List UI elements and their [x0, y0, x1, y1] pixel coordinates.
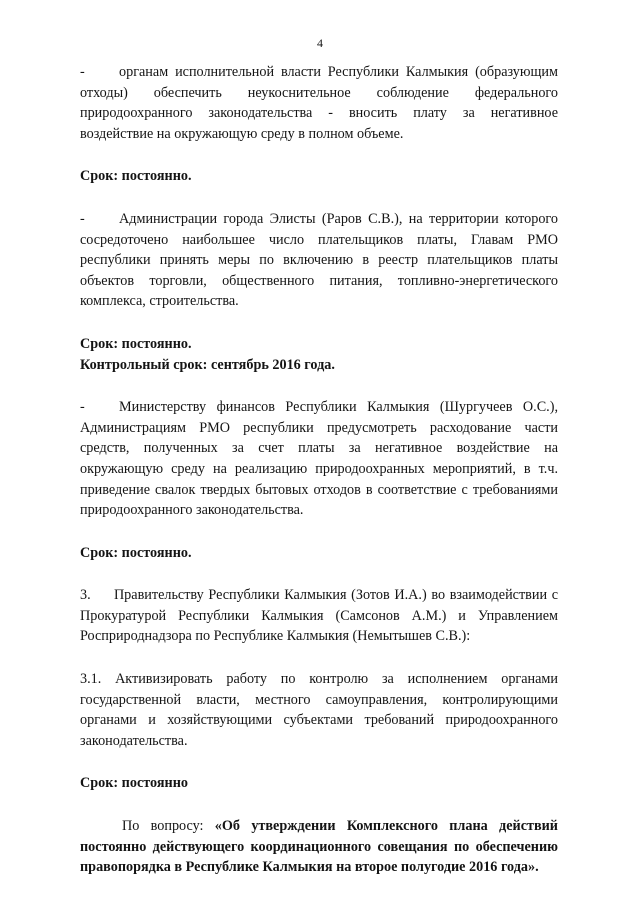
paragraph-text: Правительству Республики Калмыкия (Зотов И.А.) во взаимодействии с Прокуратурой Республики Калмыкия (Самсонов А.М.) и Управлением Росприроднадзора по Республике Калмыкия (Немытышев С.В.): [80, 587, 558, 645]
list-dash: - [80, 399, 85, 416]
paragraph-text: органам исполнительной власти Республики Калмыкия (образующим отходы) обеспечить неукоснительное соблюдение федерального природоохранного законодательства - вносить плату за негативное воздействие на окружающую среду в полном объеме. [80, 64, 558, 142]
deadline-1: Срок: постоянно. [80, 168, 192, 185]
paragraph-executive-bodies [80, 62, 558, 144]
deadline-2: Срок: постоянно. [80, 335, 192, 352]
item-number: 3.1. [80, 671, 102, 688]
document-body [80, 62, 558, 878]
paragraph-item-3-1 [80, 669, 558, 751]
deadline-3: Срок: постоянно. [80, 544, 192, 561]
paragraph-elista-administration [80, 209, 558, 312]
paragraph-text: Администрации города Элисты (Раров С.В.), на территории которого сосредоточено наибольшее число плательщиков платы, Главам РМО республики принять меры по включению в реестр плательщиков платы объектов торговли, общественного питания, топливно-энергетического комплекса, строительства. [80, 210, 558, 310]
deadline-4: Срок: постоянно [80, 775, 188, 792]
control-deadline: Контрольный срок: сентябрь 2016 года. [80, 356, 335, 373]
item-number: 3. [80, 587, 91, 604]
paragraph-next-question [80, 816, 558, 878]
list-dash: - [80, 64, 85, 80]
paragraph-text: Министерству финансов Республики Калмыкия (Шургучеев О.С.), Администрациям РМО республики предусмотреть расходование части средств, полученных за счет платы за негативное воздействие на окружающую среду на реализацию природоохранных мероприятий, в т.ч. приведение свалок твердых бытовых отходов в соответствие с требованиями природоохранного законодательства. [80, 399, 558, 519]
question-title: «Об утверждении Комплексного плана действий постоянно действующего координационного совещания по обеспечению правопорядка в Республике Калмыкия на второе полугодие 2016 года». [80, 818, 558, 876]
question-lead: По вопросу: [122, 818, 204, 835]
paragraph-ministry-finance [80, 397, 558, 521]
page-number: 4 [317, 36, 323, 50]
paragraph-text: Активизировать работу по контролю за исполнением органами государственной власти, местного самоуправления, контролирующими органами и хозяйствующими субъектами требований природоохранного законодательства. [80, 671, 558, 749]
list-dash: - [80, 210, 85, 227]
paragraph-item-3 [80, 585, 558, 647]
